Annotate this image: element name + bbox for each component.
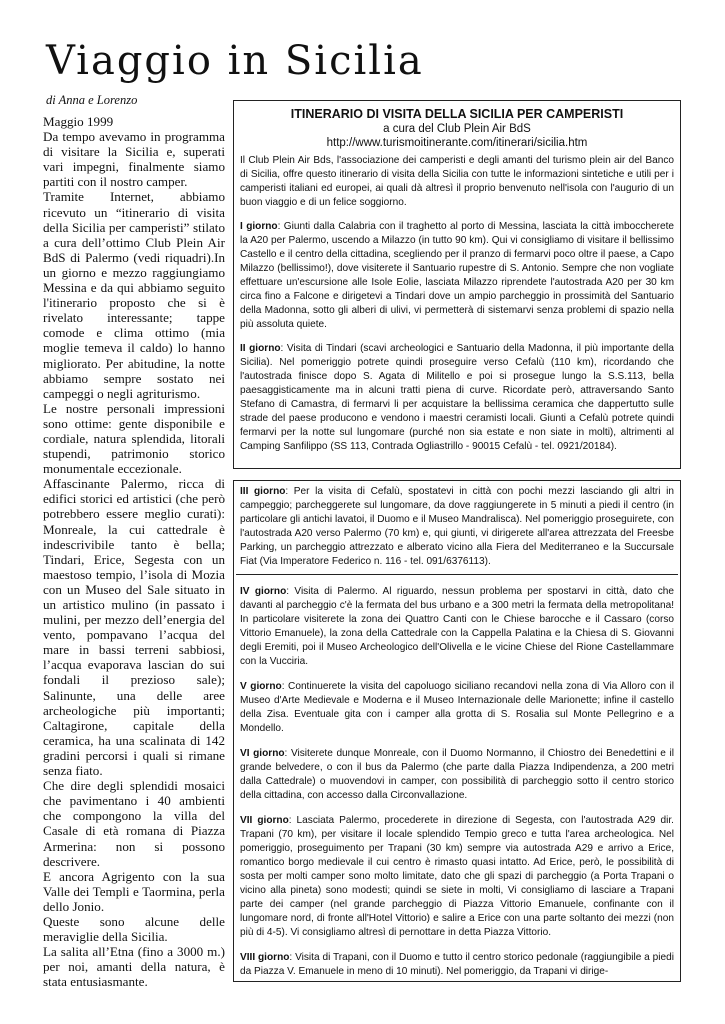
- itinerary-box-1: [233, 100, 681, 469]
- itinerary-day: [240, 814, 674, 940]
- day-text: : Giunti dalla Calabria con il traghetto al porto di Messina, lasciata la città imboccherete la A20 per Palermo, uscendo a Milazzo (in tutto 90 km). Qui vi consigliamo di visitare il bellissimo Castello e il centro della cittadina, scegliendo per il pranzo di fermarvi poco oltre il paese, a Capo Milazzo (bellissimo!), dove visiterete il Santuario rupestre di S. Antonio. Sempre che non vogliate effettuare un'escursione alle Isole Eolie, lasciata Milazzo riprendete l'autostrada A20 per 30 km circa fino a Falcone e dirigetevi a Tindari dove un ampio parcheggio in prossimità del Santuario della Madonna, sotto gli alberi di ulivi, vi permetterà di sistemarvi senza problemi di spazio nella più assoluta quiete.: [240, 221, 674, 330]
- body-paragraph: Affascinante Palermo, ricca di edifici storici ed artistici (che però potrebbero essere meglio curati): Monreale, la cui cattedrale è indescrivibile tanto è bella; Tindari, Erice, Segesta con un maestoso tempio, l’isola di Mozia con un Museo del Sale situato in un artistico mulino (in passato i mulini, per mezzo dell’energia del vento, pompavano l’acqua del mare in bassi terreni sabbiosi, l’acqua evaporava lascian do sui fondali il prezioso sale); Salinunte, una delle aree archeologiche più importanti; Caltagirone, capitale della ceramica, ha una scalinata di 142 gradini percorsi i quali si rimane senza fiato.: [43, 476, 225, 779]
- body-paragraph: Maggio 1999: [43, 114, 114, 129]
- body-paragraph: Che dire degli splendidi mosaici che pavimentano i 40 ambienti che compongono la villa del Casale di età romana di Piazza Armerina: non si possono descrivere.: [43, 778, 225, 869]
- day-text: : Visita di Tindari (scavi archeologici e Santuario della Madonna, il più importante della Sicilia). Nel pomeriggio potrete quindi proseguire verso Cefalù (110 km), ricordando che l'autostrada finisce dopo S. Agata di Militello e poi si prosegue lungo la S.S.113, bella paesaggisticamente ma in alcuni tratti piena di curve. Ricordate però, attraversando Santo Stefano di Camastra, di fermarvi li per acquistare la bellissima ceramica che dappertutto sulle strade del paese producono e vendono i maestri ceramisti locali. Giunti a Cefalù potrete quindi fermarvi per la notte sul lungomare (purché non sia estate e non siate in molti), altrimenti al Camping Sanfilippo (SS 113, Contrada Ogliastrillo - 90015 Cefalù - tel. 0921/20184).: [240, 343, 674, 452]
- day-text: : Per la visita di Cefalù, spostatevi in città con pochi mezzi lasciando gli altri in campeggio; parcheggerete sul lungomare, da dove raggiungerete in 5 minuti a piedi il centro (in particolare gli antichi lavatoi, il Duomo e il Museo Mandralisca). Nel pomeriggio proseguirete, con l'autostrada A20 verso Palermo (70 km) e, qui giunti, vi dirigerete all'area attrezzata del Freesbe Parking, un parcheggio attrezzato e alberato vicino alla Fiera del Mediterraneo e la Succursale Fiat (Via Imperatore Federico n. 116 - tel. 091/6376113).: [240, 486, 674, 567]
- day-label: VIII giorno: [240, 952, 290, 963]
- day-label: II giorno: [240, 343, 281, 354]
- article-title: Viaggio in Sicilia: [46, 38, 424, 84]
- body-paragraph: Le nostre personali impressioni sono ottime: gente disponibile e cordiale, natura splendida, litorali stupendi, patrimonio storico monumentale eccezionale.: [43, 400, 225, 477]
- article-body: [43, 114, 225, 989]
- itinerary-day: [240, 485, 674, 569]
- day-label: V giorno: [240, 681, 282, 692]
- itinerary-day: [240, 585, 674, 669]
- itinerary-day: [240, 342, 674, 454]
- body-paragraph: Queste sono alcune delle meraviglie della Sicilia.: [43, 913, 225, 945]
- itinerary-intro: Il Club Plein Air Bds, l'associazione dei camperisti e degli amanti del turismo plein air del Banco di Sicilia, offre questo itinerario di visita della Sicilia con tutte le informazioni sintetiche e utili per i camperisti italiani ed europei, ai quali dà altresì il proprio benvenuto nell'isola con l'augurio di un buon viaggio e di un felice soggiorno.: [240, 155, 674, 208]
- itinerary-day: [240, 951, 674, 979]
- box-divider: [236, 574, 678, 575]
- itinerary-day: [240, 747, 674, 803]
- itinerary-subtitle: a cura del Club Plein Air BdS: [383, 123, 531, 135]
- day-label: III giorno: [240, 486, 286, 497]
- day-label: VI giorno: [240, 748, 285, 759]
- itinerary-url: http://www.turismoitinerante.com/itinerari/sicilia.htm: [326, 137, 588, 149]
- itinerary-title: ITINERARIO DI VISITA DELLA SICILIA PER CAMPERISTI: [290, 107, 624, 121]
- body-paragraph: Da tempo avevamo in programma di visitare la Sicilia e, superati vari impegni, finalmente siamo partiti con il nostro camper.: [43, 129, 225, 190]
- itinerary-day: [240, 220, 674, 332]
- day-text: : Visita di Palermo. Al riguardo, nessun problema per spostarvi in città, dato che davanti al parcheggio c'è la fermata del bus urbano e a 300 metri la fermata della metropolitana! In particolare visiterete la zona dei Quattro Canti con le Chiese barocche e il Cassaro (corso Vittorio Emanuele), la zona della Cattedrale con la Cappella Palatina e la Chiesa di S. Giovanni degli Eremiti, poi il Museo Archeologico dell'Olivella e le vicine Chiese del Rione Castellammare con la Vucciria.: [240, 586, 674, 667]
- day-label: VII giorno: [240, 815, 289, 826]
- body-paragraph: La salita all’Etna (fino a 3000 m.) per noi, amanti della natura, è stata entusiasmante.: [43, 944, 225, 990]
- itinerary-box-2: [233, 480, 681, 982]
- body-paragraph: Tramite Internet, abbiamo ricevuto un “itinerario di visita della Sicilia per camperisti” stilato a cura dell’ottimo Club Plein Air BdS di Palermo (vedi riquadri).In un giorno e mezzo raggiungiamo Messina e da qui abbiamo seguito l'itinerario proposto che si è rivelato interessante; tappe comode e clima ottimo (mia moglie temeva il caldo) lo hanno migliorato. Per abitudine, la notte abbiamo sempre sostato nei campeggi o negli agriturismo.: [43, 189, 225, 401]
- itinerary-day: [240, 680, 674, 736]
- day-label: I giorno: [240, 221, 278, 232]
- day-text: : Continuerete la visita del capoluogo siciliano recandovi nella zona di Via Alloro con il Museo d'Arte Medievale e Moderna e il Museo Internazionale delle Marionette; infine il castello della Zisa. Eventuale gita con i camper alla grotta di S. Rosalia sul Monte Pellegrino e a Mondello.: [240, 681, 674, 734]
- day-text: : Lasciata Palermo, procederete in direzione di Segesta, con l'autostrada A29 dir. Trapani (70 km), per visitare il locale splendido Tempio greco e tutta l'area archeologica. Nel pomeriggio, proseguimento per Trapani (30 km) sempre via autostrada A29 e arrivo a Erice, romantico borgo medievale il cui centro è rimasto quasi intatto. Ad Erice, però, le possibilità di sosta per molti camper sono molto limitate, dato che gli spazi di parcheggio (a Porta Trapani o vicino alla pineta) sono modesti; quindi se siete in molti, Vi consigliamo di lasciare a Trapani parte dei camper (nel grande parcheggio di Piazza Vittorio Emanuele, confinante con il lungomare nord, di fronte all'Hotel Vittorio) e salire a Erice con una parte soltanto dei mezzi (non più di 4-5). Vi consigliamo altresì di pernottare in detta Piazza Vittorio.: [240, 815, 674, 938]
- article-authors: di Anna e Lorenzo: [46, 93, 138, 107]
- day-text: : Visiterete dunque Monreale, con il Duomo Normanno, il Chiostro dei Benedettini e il grande belvedere, o con il bus da Palermo (che parte dalla Piazza Indipendenza, a 200 metri dalla Cattedrale) o muovendovi in camper, con possibilità di parcheggio sotto il centro storico della cittadina, con accesso dalla Circonvallazione.: [240, 748, 674, 801]
- body-paragraph: E ancora Agrigento con la sua Valle dei Templi e Taormina, perla dello Jonio.: [43, 868, 225, 914]
- day-label: IV giorno: [240, 586, 287, 597]
- day-text: : Visita di Trapani, con il Duomo e tutto il centro storico pedonale (raggiungibile a piedi da Piazza V. Emanuele in meno di 10 minuti). Nel pomeriggio, da Trapani vi dirige-: [240, 952, 674, 977]
